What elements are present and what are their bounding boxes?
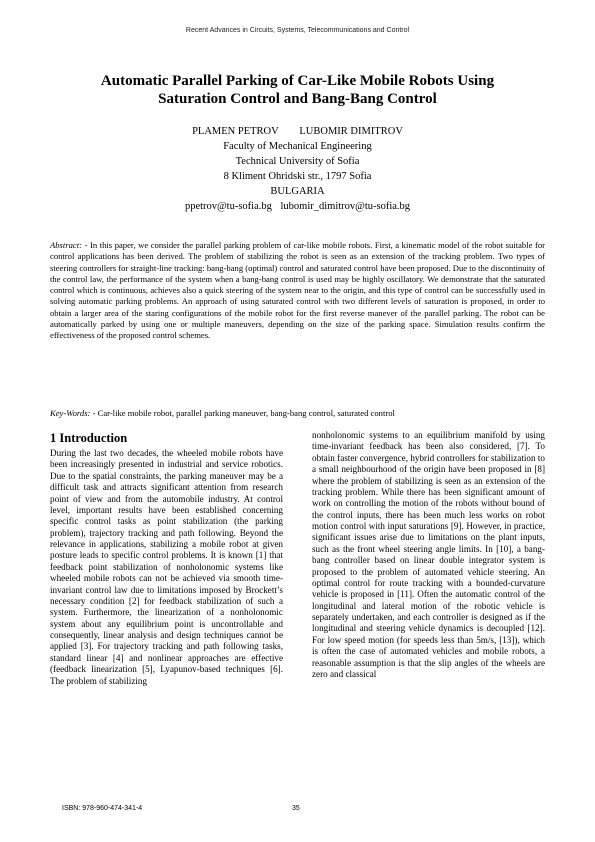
page-number: 35 [292,805,300,812]
body-column-left: During the last two decades, the wheeled mobile robots have been increasingly presented in industrial and service robotics. Due to the spatial constraints, the parking maneuver may be a difficult task and attracts significant attention from research point of view and from the automobile industry. At control level, important results have been established concerning specific control tasks as point stabilization (the parking problem), trajectory tracking and path following. Beyond the relevance in applications, stabilizing a mobile robot at given posture leads to specific control problems. It is known [1] that feedback point stabilization of nonholonomic systems like wheeled mobile robots can not be achieved via smooth time-invariant control law due to limitations imposed by Brockett’s necessary condition [2] for feedback stabilization of such a system. Furthermore, the linearization of a nonholonomic system about any equilibrium point is uncontrollable and consequently, linear analysis and design techniques cannot be applied [3]. For trajectory tracking and path following tasks, standard linear [4] and nonlinear approaches are effective (feedback linearization [5], Lyapunov-based techniques [6]. The problem of stabilizing [50,448,283,686]
email-link[interactable]: lubomir_dimitrov@tu-sofia.bg [280,201,411,212]
body-column-right: nonholonomic systems to an equilibrium manifold by using time-invariant feedback has been also considered, [7]. To obtain faster convergence, hybrid controllers for stabilization to a small neighbourhood of the origin have been proposed in [8] where the problem of stabilizing is seen as an extension of the tracking problem. While there has been significant amount of work on controlling the motion of the robots without bound of the control inputs, there has been much less works on robot motion control with input saturations [9]. However, in practice, significant issues arise due to limitations on the plant inputs, such as the front wheel steering angle limits. In [10], a bang-bang controller based on linear double integrator system is proposed to the problem of automated vehicle steering. An optimal control for route tracking with a bounded-curvature vehicle is proposed in [11]. Often the automatic control of the longitudinal and lateral motion of the robotic vehicle is separately undertaken, and each controller is designed as if the longitudinal and steering vehicle dynamics is decoupled [12]. For low speed motion (for speeds less than 5m/s, [13]), which is often the case of automated vehicles and mobile robots, a reasonable assumption is that the slip angles of the wheels are zero and classical [312,430,545,679]
author-name: LUBOMIR DIMITROV [299,126,403,137]
title-line-2: Saturation Control and Bang-Bang Control [158,91,437,107]
author-name: PLAMEN PETROV [192,126,279,137]
affiliation-line: 8 Kliment Ohridski str., 1797 Sofia [223,171,372,182]
keywords-label: Key-Words: [50,408,91,418]
keywords-text: - Car-like mobile robot, parallel parking maneuver, bang-bang control, saturated control [92,408,395,418]
title-line-1: Automatic Parallel Parking of Car-Like Mobile Robots Using [100,73,495,89]
section-heading: 1 Introduction [50,431,128,445]
paper-title [50,72,545,108]
abstract-text: - In this paper, we consider the parallel parking problem of car-like mobile robots. First, a kinematic model of the robot suitable for control applications has been derived. The problem of stabilizing the robot is seen as an extension of the tracking problem. Two types of steering controllers for straight-line tracking: bang-bang (optimal) control and saturated control have been proposed. Due to the discontinuity of the control law, the performance of the system when a bang-bang control is used may be highly oscillatory. We demonstrate that the saturated control which is continuous, achieves also a quick steering of the system near to the origin, and this type of control can be successfully used in solving automatic parking problems. An approach of using saturated control with two different levels of saturation is proposed, in order to obtain a larger area of the staring configurations of the mobile robot for the first reverse manever of the parallel parking. The robot can be automatically parked by using one or multiple maneuvers, depending on the size of the parking space. Simulation results confirm the effectiveness of the proposed control schemes. [50,240,545,341]
keywords [50,408,545,419]
affiliation-line: BULGARIA [270,186,325,197]
abstract [50,240,545,342]
author-names [50,124,545,139]
email-link[interactable]: ppetrov@tu-sofia.bg [184,201,272,212]
affiliation-line: Technical University of Sofia [235,156,360,167]
affiliation-line: Faculty of Mechanical Engineering [223,141,372,152]
footer-isbn: ISBN: 978-960-474-341-4 [62,805,143,812]
running-header: Recent Advances in Circuits, Systems, Telecommunications and Control [185,27,410,34]
author-block [50,124,545,214]
abstract-label: Abstract: [50,240,82,250]
author-emails [50,199,545,214]
